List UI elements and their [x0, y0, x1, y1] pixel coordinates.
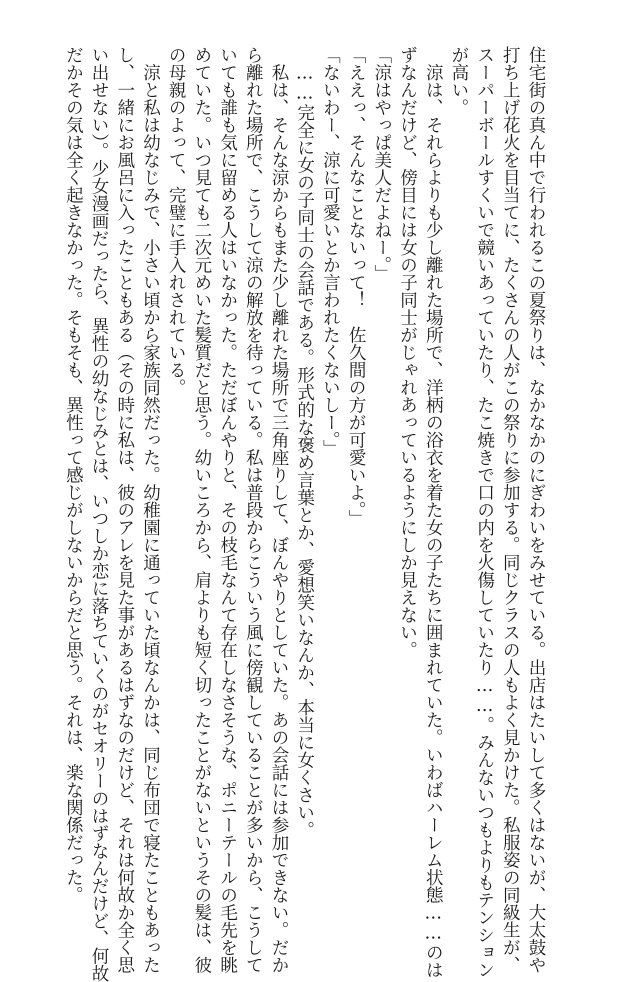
text-line: 打ち上げ花火を目当てに、たくさんの人がこの祭りに参加する。同じクラスの人もよく見かけた。私服姿の同級生が、	[500, 46, 521, 974]
text-line: ら離れた場所で、こうして涼の解放を待っている。私は普段からこういう風に傍観していることが多いから、こうして	[243, 46, 264, 974]
text-line: いても誰も気に留める人はいなかった。ただぼんやりと、その枝毛なんて存在しなさそうな、ポニーテールの毛先を眺	[217, 46, 238, 974]
text-line: 「涼はやっぱ美人だよねー。」	[371, 46, 392, 283]
text-line: だかその気は全く起きなかった。そもそも、異性って感じがしないからだと思う。それは、楽な関係だった。	[63, 46, 84, 904]
text-line: 「ええっ、そんなことないって！ 佐久間の方が可愛いよ。」	[346, 46, 367, 528]
vertical-text-block	[60, 46, 548, 982]
text-line: ……完全に女の子同士の会話である。形式的な褒め言葉とか、愛想笑いなんか、本当に女くさい。	[294, 46, 315, 839]
text-line: めていた。いつ見ても二次元めいた髪質だと思う。幼いころから、肩よりも短く切ったことがないというその髪は、彼	[191, 46, 212, 974]
text-line: 涼と私は幼なじみで、小さい頃から家族同然だった。幼稚園に通っていた頃なんかは、同じ布団で寝たこともあった	[140, 46, 161, 974]
text-line: の母親のよって、完璧に手入れされている。	[166, 46, 187, 396]
text-line: 私は、そんな涼からもまた少し離れた場所で三角座りして、ぼんやりとしていた。あの会話には参加できない。だか	[268, 46, 289, 974]
text-line: スーパーボールすくいで競いあっていたり、たこ焼きで口の内を火傷していたり……。みんないつもよりもテンション	[474, 46, 495, 979]
text-line: い出せない）。少女漫画だったら、異性の幼なじみとは、いつしか恋に落ちていくのがセオリーのはずなんだけど、何故	[89, 46, 110, 982]
text-line: ずなんだけど、傍目には女の子同士がじゃれあっているようにしか見えない。	[397, 46, 418, 659]
text-line: し、一緒にお風呂に入ったこともある（その時に私は、彼のアレを見た事があるはずなのだけど、それは何故か全く思	[114, 46, 135, 974]
text-line: 住宅街の真ん中で行われるこの夏祭りは、なかなかのにぎわいをみせている。出店はたいして多くはないが、大太鼓や	[526, 46, 546, 974]
text-line: が高い。	[448, 46, 469, 116]
text-line: 涼は、それらよりも少し離れた場所で、洋柄の浴衣を着た女の子たちに囲まれていた。いわばハーレム状態……のは	[423, 46, 444, 979]
text-line: 「ないわー、涼に可愛いとか言われたくないしー。」	[320, 46, 341, 458]
